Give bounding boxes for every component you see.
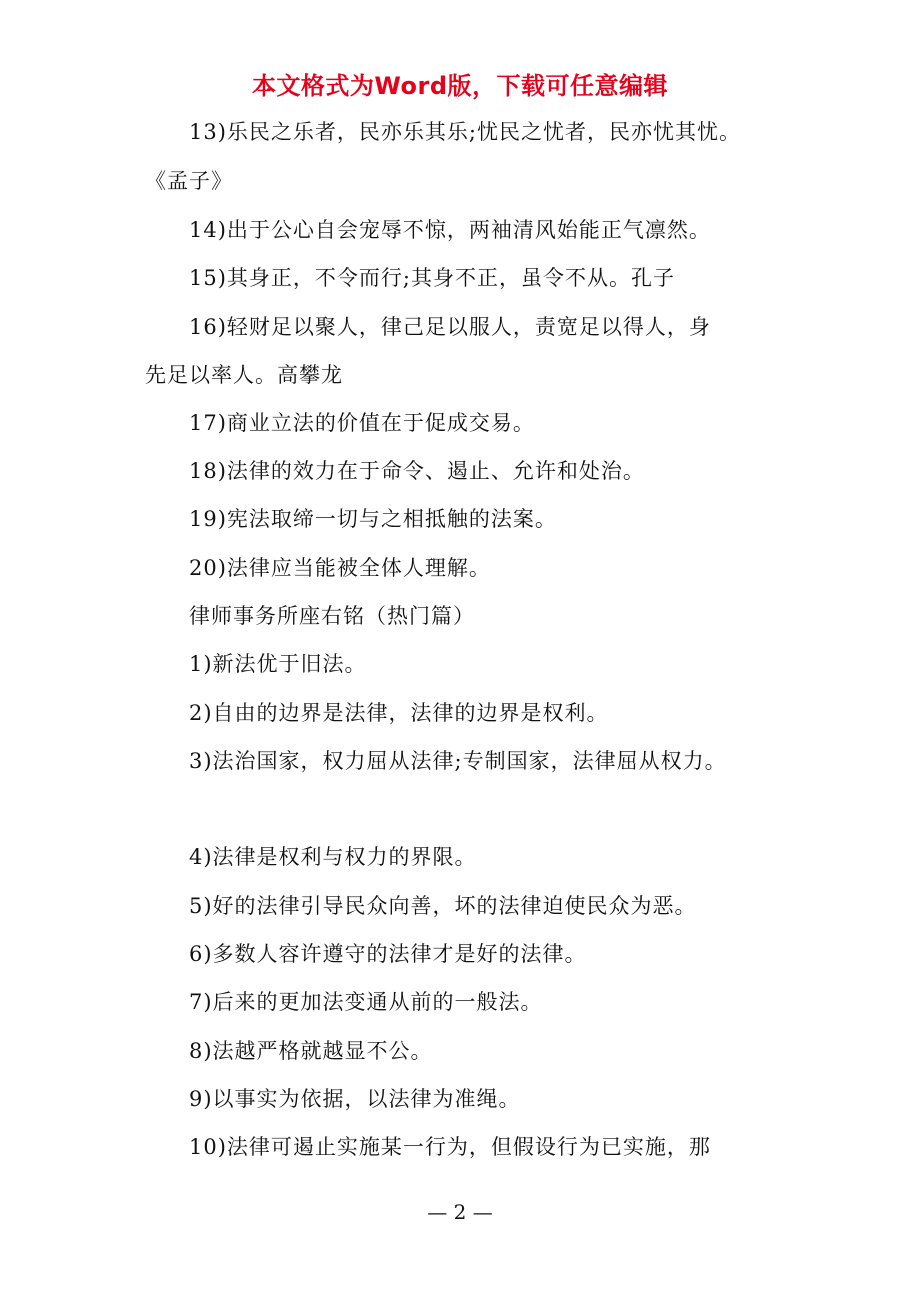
body-line: 1)新法优于旧法。 — [189, 652, 367, 676]
body-line: 20)法律应当能被全体人理解。 — [189, 556, 491, 580]
body-line: 2)自由的边界是法律，法律的边界是权利。 — [189, 701, 609, 725]
body-line: 15)其身正，不令而行;其身不正，虽令不从。孔子 — [189, 266, 675, 290]
body-line: 19)宪法取缔一切与之相抵触的法案。 — [189, 507, 557, 531]
body-line: 6)多数人容许遵守的法律才是好的法律。 — [189, 942, 587, 966]
body-line: 4)法律是权利与权力的界限。 — [189, 845, 477, 869]
body-line: 9)以事实为依据，以法律为准绳。 — [189, 1087, 521, 1111]
body-line: 10)法律可遏止实施某一行为，但假设行为已实施，那 — [189, 1135, 711, 1159]
body-line: 13)乐民之乐者，民亦乐其乐;忧民之忧者，民亦忧其忧。 — [189, 120, 741, 144]
body-line: 14)出于公心自会宠辱不惊，两袖清风始能正气凛然。 — [189, 218, 711, 242]
body-line: 先足以率人。高攀龙 — [145, 363, 343, 387]
body-line: 8)法越严格就越显不公。 — [189, 1039, 433, 1063]
body-line: 7)后来的更加法变通从前的一般法。 — [189, 990, 543, 1014]
page-number: — 2 — — [427, 1200, 493, 1224]
body-line: 16)轻财足以聚人，律己足以服人，责宽足以得人，身 — [189, 315, 711, 339]
body-line: 5)好的法律引导民众向善，坏的法律迫使民众为恶。 — [189, 894, 697, 918]
document-banner: 本文格式为Word版，下载可任意编辑 — [251, 72, 669, 100]
body-line: 18)法律的效力在于命令、遏止、允许和处治。 — [189, 459, 645, 483]
section-heading: 律师事务所座右铭（热门篇） — [189, 604, 475, 628]
body-line: 17)商业立法的价值在于促成交易。 — [189, 411, 535, 435]
body-line: 《孟子》 — [145, 169, 233, 193]
body-line: 3)法治国家，权力屈从法律;专制国家，法律屈从权力。 — [189, 749, 727, 773]
